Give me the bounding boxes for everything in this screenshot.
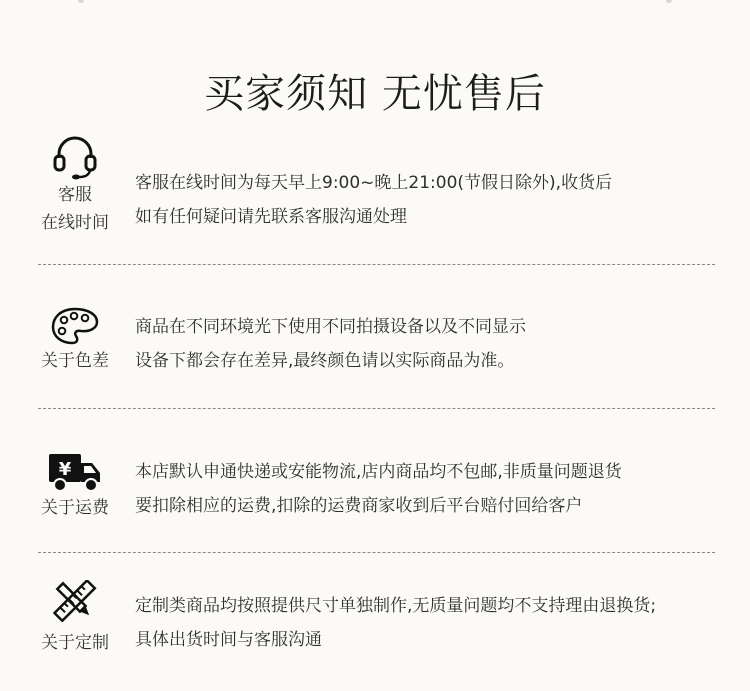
- pencil-ruler-icon: [20, 578, 130, 622]
- custom-icon-column: [20, 578, 130, 656]
- headset-icon: [20, 130, 130, 180]
- custom-text-line-2: 具体出货时间与客服沟通: [135, 630, 322, 650]
- custom-text-line-1: 定制类商品均按照提供尺寸单独制作,无质量问题均不支持理由退换货;: [135, 596, 657, 616]
- page-title: 买家须知 无忧售后: [204, 71, 546, 117]
- service-label-line-1: 客服: [58, 185, 92, 205]
- color-label: 关于色差: [41, 351, 109, 371]
- service-text-line-1: 客服在线时间为每天早上9:00~晚上21:00(节假日除外),收货后: [135, 173, 613, 193]
- service-text-line-2: 如有任何疑问请先联系客服沟通处理: [135, 207, 407, 227]
- custom-label: 关于定制: [41, 633, 109, 653]
- color-text: [135, 310, 735, 378]
- shipping-text: [135, 455, 735, 523]
- section-divider: [38, 552, 715, 553]
- delivery-truck-icon: [20, 447, 130, 493]
- svg-text:¥: ¥: [58, 459, 72, 480]
- section-divider: [38, 264, 715, 265]
- service-label-line-2: 在线时间: [41, 213, 109, 233]
- shipping-text-line-2: 要扣除相应的运费,扣除的运费商家收到后平台赔付回给客户: [135, 496, 583, 516]
- color-icon-column: [20, 298, 130, 374]
- service-text: [135, 166, 735, 234]
- shipping-text-line-1: 本店默认申通快递或安能物流,店内商品均不包邮,非质量问题退货: [135, 462, 622, 482]
- section-divider: [38, 408, 715, 409]
- color-text-line-2: 设备下都会存在差异,最终颜色请以实际商品为准。: [135, 351, 515, 371]
- shipping-icon-column: [20, 447, 130, 521]
- color-text-line-1: 商品在不同环境光下使用不同拍摄设备以及不同显示: [135, 317, 526, 337]
- top-decoration: [0, 0, 750, 4]
- palette-icon: [20, 298, 130, 346]
- custom-text: [135, 589, 735, 657]
- shipping-label: 关于运费: [41, 498, 109, 518]
- service-icon-column: [20, 130, 130, 236]
